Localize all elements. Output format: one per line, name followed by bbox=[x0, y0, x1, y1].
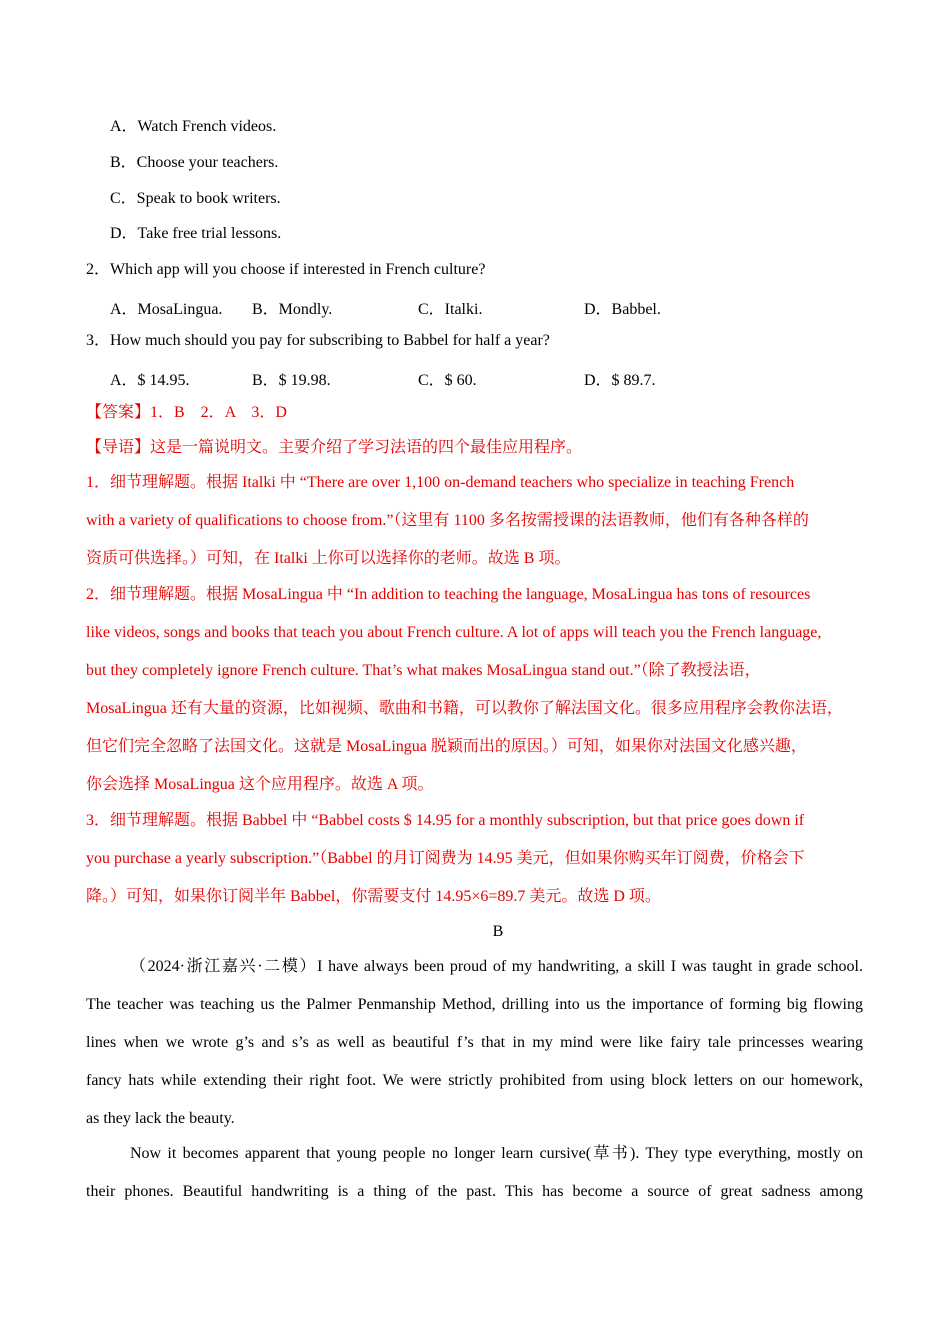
answer-key: 【答案】1．B 2．A 3．D bbox=[86, 404, 287, 421]
q3-option-b: B．$ 19.98. bbox=[252, 372, 331, 389]
q2-option-c: C．Italki. bbox=[418, 301, 483, 318]
para1-line: fancy hats while extending their right foot. We were strictly prohibited from using block letters on our homework, bbox=[86, 1072, 863, 1089]
explain2-line: 但它们完全忽略了法国文化。这就是 MosaLingua 脱颖而出的原因。）可知，如果你对法国文化感兴趣， bbox=[86, 738, 807, 755]
para1-line: as they lack the beauty. bbox=[86, 1110, 235, 1127]
q2-option-d: D．Babbel. bbox=[584, 301, 661, 318]
para1-line: The teacher was teaching us the Palmer Penmanship Method, drilling into us the importance of forming big flowing bbox=[86, 996, 863, 1013]
para2-line: Now it becomes apparent that young people no longer learn cursive(草书). They type everything, mostly on bbox=[130, 1145, 863, 1162]
q2-stem: 2．Which app will you choose if interested in French culture? bbox=[86, 261, 486, 278]
q2-option-a: A．MosaLingua. bbox=[110, 301, 223, 318]
para1-line: lines when we wrote g’s and s’s as well as beautiful f’s that in my mind were like fairy tale princesses wearing bbox=[86, 1034, 863, 1051]
q1-option-b: B．Choose your teachers. bbox=[110, 154, 279, 171]
explain2-line: but they completely ignore French culture. That’s what makes MosaLingua stand out.”（除了教授法语， bbox=[86, 662, 761, 679]
q3-option-a: A．$ 14.95. bbox=[110, 372, 190, 389]
q1-option-d: D．Take free trial lessons. bbox=[110, 225, 282, 242]
q1-option-a: A．Watch French videos. bbox=[110, 118, 277, 135]
q3-option-c: C．$ 60. bbox=[418, 372, 477, 389]
q3-option-d: D．$ 89.7. bbox=[584, 372, 656, 389]
explain3-line: 降。）可知，如果你订阅半年 Babbel，你需要支付 14.95×6=89.7 美元。故选 D 项。 bbox=[86, 888, 661, 905]
para1-line: （2024·浙江嘉兴·二模）I have always been proud of my handwriting, a skill I was taught in grade school. bbox=[130, 958, 863, 975]
explain1-line: 1．细节理解题。根据 Italki 中 “There are over 1,100 on-demand teachers who specialize in teaching French bbox=[86, 474, 795, 491]
explain2-line: 2．细节理解题。根据 MosaLingua 中 “In addition to teaching the language, MosaLingua has tons of resources bbox=[86, 586, 811, 603]
para2-line: their phones. Beautiful handwriting is a thing of the past. This has become a source of great sadness among bbox=[86, 1183, 863, 1200]
q3-stem: 3．How much should you pay for subscribing to Babbel for half a year? bbox=[86, 332, 550, 349]
q1-option-c: C．Speak to book writers. bbox=[110, 190, 281, 207]
explain3-line: you purchase a yearly subscription.”（Babbel 的月订阅费为 14.95 美元，但如果你购买年订阅费，价格会下 bbox=[86, 850, 805, 867]
q2-option-b: B．Mondly. bbox=[252, 301, 333, 318]
explain1-line: with a variety of qualifications to choose from.”（这里有 1100 多名按需授课的法语教师，他们有各种各样的 bbox=[86, 512, 809, 529]
explain3-line: 3．细节理解题。根据 Babbel 中 “Babbel costs $ 14.95 for a monthly subscription, but that price goes down if bbox=[86, 812, 805, 829]
guide-text: 【导语】这是一篇说明文。主要介绍了学习法语的四个最佳应用程序。 bbox=[86, 439, 583, 456]
explain2-line: like videos, songs and books that teach you about French culture. A lot of apps will teach you the French language, bbox=[86, 624, 822, 641]
explain2-line: 你会选择 MosaLingua 这个应用程序。故选 A 项。 bbox=[86, 776, 434, 793]
explain1-line: 资质可供选择。）可知，在 Italki 上你可以选择你的老师。故选 B 项。 bbox=[86, 550, 571, 567]
section-title: B bbox=[492, 923, 504, 940]
explain2-line: MosaLingua 还有大量的资源，比如视频、歌曲和书籍，可以教你了解法国文化。很多应用程序会教你法语， bbox=[86, 700, 843, 717]
